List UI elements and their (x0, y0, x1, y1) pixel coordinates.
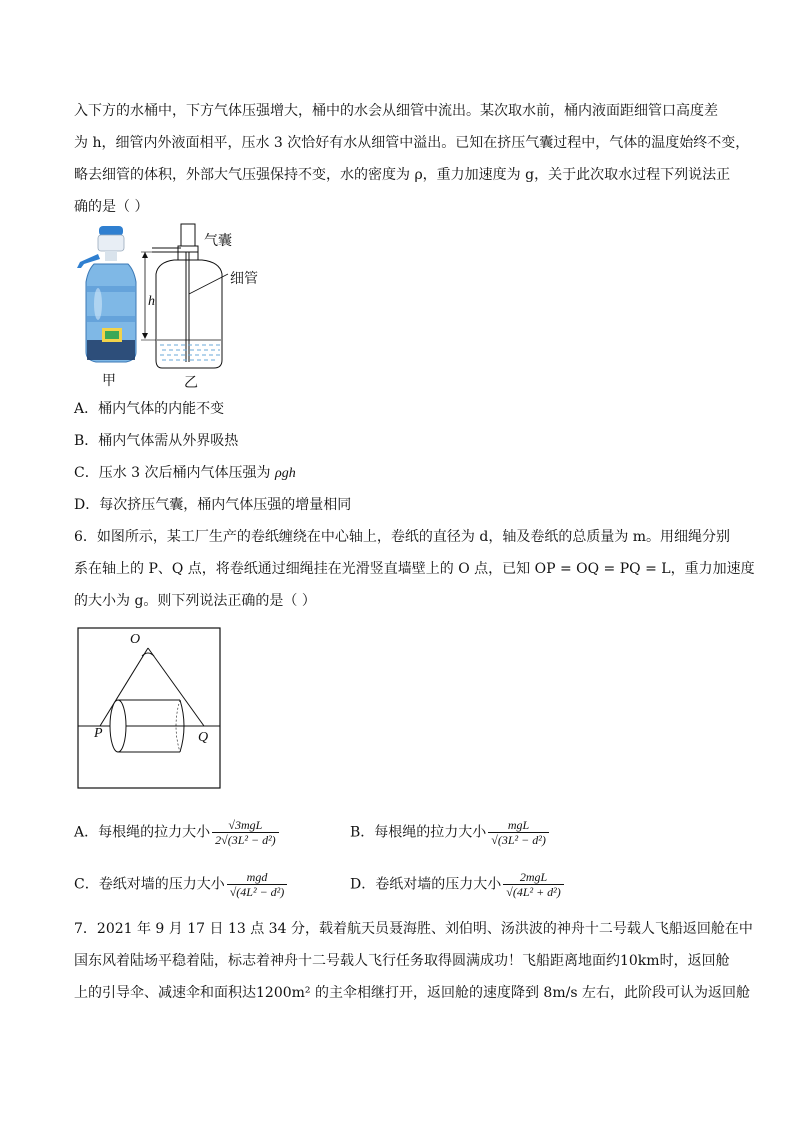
q6-option-b-text: B．每根绳的拉力大小 (350, 824, 487, 841)
q5-option-c-text: C．压水 3 次后桶内气体压强为 (74, 465, 275, 481)
q6-option-b-denominator: √(3L² − d²) (491, 833, 546, 847)
q6-option-c-denominator: √(4L² − d²) (229, 885, 285, 899)
q6-option-c-text: C．卷纸对墙的压力大小 (74, 876, 225, 893)
q6-stem-line-3: 的大小为 g。则下列说法正确的是（ ） (74, 593, 316, 609)
q5-option-c-formula: ρgh (274, 466, 296, 481)
paper-roll-diagram (76, 626, 224, 790)
q6-option-a-fraction (212, 818, 279, 847)
q6-option-d-text: D．卷纸对墙的压力大小 (350, 876, 502, 893)
q6-option-d (350, 870, 564, 899)
q5-stem-line-2: 为 h，细管内外液面相平，压水 3 次恰好有水从细管中溢出。已知在挤压气囊过程中，气体的温度始终不变， (74, 135, 750, 151)
q5-option-b: B．桶内气体需从外界吸热 (74, 433, 239, 449)
q5-stem-line-1: 入下方的水桶中，下方气体压强增大，桶中的水会从细管中流出。某次取水前，桶内液面距细管口高度差 (74, 103, 718, 119)
q6-option-d-denominator: √(4L² + d²) (506, 885, 561, 899)
q6-stem-line-1: 6．如图所示，某工厂生产的卷纸缠绕在中心轴上，卷纸的直径为 d，轴及卷纸的总质量为 m。用细绳分别 (74, 529, 731, 545)
fig-o-label: O (130, 632, 141, 647)
q5-option-d: D．每次挤压气囊，桶内气体压强的增量相同 (74, 497, 352, 513)
fig-q-label: Q (198, 730, 209, 745)
fig-jia-label: 甲 (102, 373, 116, 389)
q6-option-a-denominator: 2√(3L² − d²) (215, 833, 276, 847)
q6-option-a (74, 818, 279, 847)
fig-yi-label: 乙 (184, 375, 198, 391)
q5-stem-line-3: 略去细管的体积，外部大气压强保持不变，水的密度为 ρ，重力加速度为 g，关于此次取水过程下列说法正 (74, 167, 731, 183)
water-bottle-pump-photo (74, 224, 144, 366)
q6-option-d-fraction (503, 870, 564, 899)
q6-option-b (350, 818, 549, 847)
q6-option-c (74, 870, 287, 899)
fig-p-label: P (94, 726, 103, 741)
fig-xiguan-label: 细管 (230, 271, 258, 287)
q7-stem-line-3: 上的引导伞、减速伞和面积达1200m² 的主伞相继打开，返回舱的速度降到 8m/s 左右，此阶段可认为返回舱 (74, 985, 750, 1001)
fig-h-label: h (148, 294, 155, 309)
q5-option-a: A．桶内气体的内能不变 (74, 401, 225, 417)
q6-option-d-numerator: 2mgL (503, 870, 564, 885)
q6-option-a-text: A．每根绳的拉力大小 (74, 824, 211, 841)
q5-stem-line-4: 确的是（ ） (74, 199, 149, 215)
q6-option-c-fraction (227, 870, 288, 899)
q7-stem-line-2: 国东风着陆场平稳着陆，标志着神舟十二号载人飞行任务取得圆满成功！飞船距离地面约10km时，返回舱 (74, 953, 730, 969)
q5-option-c (74, 464, 296, 483)
q7-stem-line-1: 7．2021 年 9 月 17 日 13 点 34 分，载着航天员聂海胜、刘伯明、汤洪波的神舟十二号载人飞船返回舱在中 (74, 921, 753, 937)
q6-option-a-numerator: √3mgL (212, 818, 279, 833)
q6-option-b-numerator: mgL (488, 818, 549, 833)
q6-option-b-fraction (488, 818, 549, 847)
fig-qinang-label: 气囊 (204, 233, 232, 249)
q6-option-c-numerator: mgd (227, 870, 288, 885)
q6-stem-line-2: 系在轴上的 P、Q 点，将卷纸通过细绳挂在光滑竖直墙壁上的 O 点，已知 OP = OQ = PQ = L，重力加速度 (74, 561, 755, 577)
